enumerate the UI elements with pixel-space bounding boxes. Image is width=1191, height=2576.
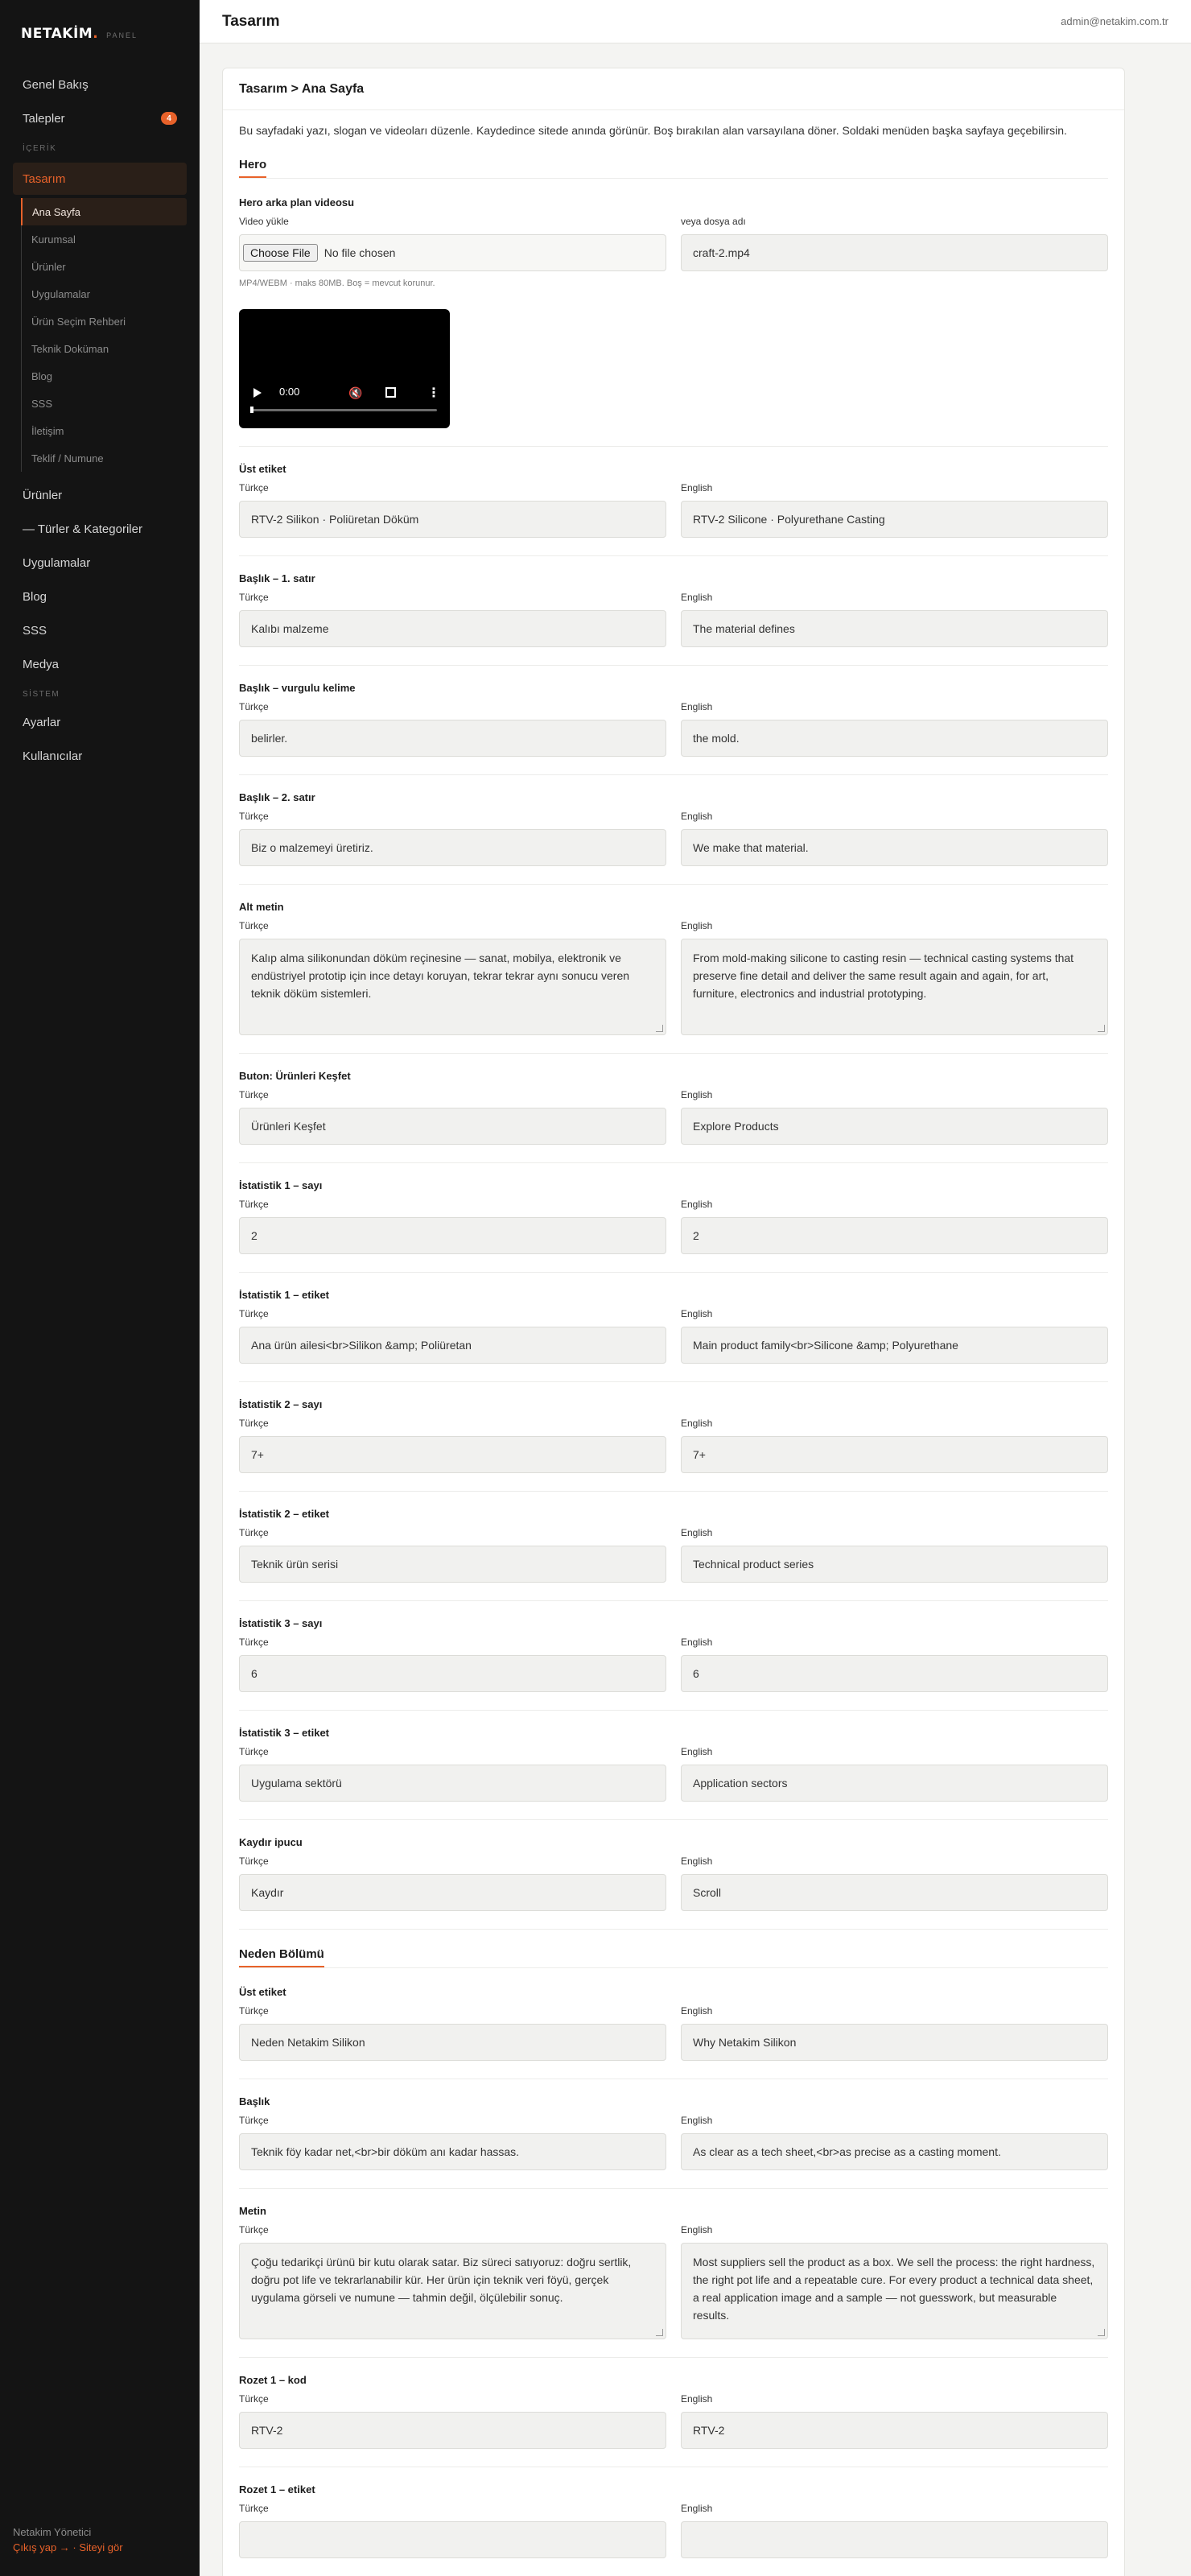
input-en[interactable] — [681, 1108, 1108, 1145]
field-group-title: Buton: Ürünleri Keşfet — [239, 1070, 351, 1082]
lang-label-en: English — [681, 1856, 713, 1867]
video-preview[interactable] — [239, 309, 450, 428]
field-value: Technical product series — [693, 1558, 814, 1571]
input-tr[interactable] — [239, 1874, 666, 1911]
field-group-title: Üst etiket — [239, 1986, 286, 1998]
lang-label-en: English — [681, 592, 713, 603]
sidebar-item-categories[interactable]: — Türler & Kategoriler — [23, 522, 142, 536]
lang-label-tr: Türkçe — [239, 2005, 269, 2017]
brand-logo[interactable] — [21, 26, 138, 42]
filename-input[interactable]: craft-2.mp4 — [681, 234, 1108, 271]
choose-file-button[interactable]: Choose File — [243, 244, 318, 262]
lang-label-tr: Türkçe — [239, 701, 269, 712]
sidebar-item-blog[interactable]: Blog — [23, 589, 47, 604]
field-group — [239, 2467, 1108, 2576]
sidebar-item-applications[interactable]: Uygulamalar — [23, 555, 91, 570]
textarea-tr[interactable] — [239, 2243, 666, 2339]
logout-link[interactable]: Çıkış yap → — [13, 2541, 70, 2553]
input-en[interactable] — [681, 2412, 1108, 2449]
lang-label-tr: Türkçe — [239, 2503, 269, 2514]
field-value: 2 — [693, 1229, 699, 1242]
sidebar-item-products[interactable]: Ürünler — [23, 488, 63, 502]
field-group — [239, 2079, 1108, 2189]
field-group-title: Üst etiket — [239, 463, 286, 475]
field-value: Biz o malzemeyi üretiriz. — [251, 841, 373, 854]
lang-label-tr: Türkçe — [239, 1418, 269, 1429]
lang-label-en: English — [681, 2393, 713, 2405]
field-group-title: Hero arka plan videosu — [239, 196, 355, 208]
lang-label-tr: Türkçe — [239, 811, 269, 822]
input-tr[interactable] — [239, 1546, 666, 1583]
lang-label-en: English — [681, 1089, 713, 1100]
hero-video-group — [239, 180, 1108, 447]
textarea-en[interactable] — [681, 939, 1108, 1035]
field-value: Main product family<br>Silicone &amp; Polyurethane — [693, 1339, 958, 1352]
lang-label-en: English — [681, 2115, 713, 2126]
video-file-input[interactable] — [239, 234, 666, 271]
why-fields — [239, 1970, 1108, 2576]
input-en[interactable] — [681, 829, 1108, 866]
input-tr[interactable] — [239, 1655, 666, 1692]
input-en[interactable] — [681, 1655, 1108, 1692]
brand-sub: PANEL — [106, 31, 138, 39]
field-group-title: Başlık — [239, 2095, 270, 2107]
field-value: Teknik föy kadar net,<br>bir döküm anı kadar hassas. — [251, 2145, 520, 2158]
field-value: As clear as a tech sheet,<br>as precise as a casting moment. — [693, 2145, 1001, 2158]
lang-label-en: English — [681, 482, 713, 493]
sidebar-item-requests[interactable] — [0, 101, 200, 135]
field-value: Ana ürün ailesi<br>Silikon &amp; Poliüretan — [251, 1339, 472, 1352]
subnav-item-products[interactable]: Ürünler — [31, 260, 66, 273]
input-tr[interactable] — [239, 610, 666, 647]
footer-links — [13, 2541, 123, 2553]
intro-text: Bu sayfadaki yazı, slogan ve videoları düzenle. Kaydedince sitede anında görünür. Boş bırakılan alan varsayılana döner. Soldaki menüden başka sayfaya geçebilirsin. — [239, 124, 1067, 137]
input-en[interactable] — [681, 1436, 1108, 1473]
field-group — [239, 1820, 1108, 1930]
subnav-item-selection-guide[interactable]: Ürün Seçim Rehberi — [31, 315, 126, 328]
field-value: Scroll — [693, 1886, 722, 1899]
lang-label-en: English — [681, 1418, 713, 1429]
field-group — [239, 2189, 1108, 2358]
field-value: The material defines — [693, 622, 795, 635]
video-time: 0:00 — [279, 386, 300, 398]
requests-count-badge: 4 — [161, 112, 177, 125]
lang-label-tr: Türkçe — [239, 482, 269, 493]
field-value: Teknik ürün serisi — [251, 1558, 339, 1571]
input-tr[interactable] — [239, 2024, 666, 2061]
field-value: Neden Netakim Silikon — [251, 2036, 365, 2049]
lang-label-en: English — [681, 811, 713, 822]
input-tr[interactable] — [239, 1765, 666, 1802]
input-tr[interactable] — [239, 1217, 666, 1254]
section-title-hero: Hero — [239, 158, 266, 178]
sidebar-item-label: Genel Bakış — [23, 77, 89, 92]
field-group-title: Rozet 1 – etiket — [239, 2483, 315, 2496]
lang-label-en: English — [681, 920, 713, 931]
field-value: 2 — [251, 1229, 258, 1242]
field-value: 7+ — [251, 1448, 264, 1461]
sidebar-item-media[interactable]: Medya — [23, 657, 60, 671]
field-group-title: İstatistik 1 – sayı — [239, 1179, 323, 1191]
input-en[interactable] — [681, 1874, 1108, 1911]
subnav-item-applications[interactable]: Uygulamalar — [31, 287, 90, 300]
lang-label-tr: Türkçe — [239, 2224, 269, 2235]
section-title-why: Neden Bölümü — [239, 1947, 324, 1967]
lang-label-en: English — [681, 701, 713, 712]
file-status: No file chosen — [324, 246, 396, 259]
input-tr[interactable] — [239, 720, 666, 757]
field-group — [239, 1273, 1108, 1382]
field-value: RTV-2 — [693, 2424, 725, 2437]
field-value: RTV-2 — [251, 2424, 283, 2437]
fullscreen-icon[interactable] — [385, 387, 396, 398]
lang-label-tr: Türkçe — [239, 1527, 269, 1538]
textarea-tr[interactable] — [239, 939, 666, 1035]
field-group-title: Başlık – 2. satır — [239, 791, 315, 803]
input-en[interactable] — [681, 2521, 1108, 2558]
sidebar — [0, 0, 200, 2576]
field-group — [239, 1970, 1108, 2079]
input-tr[interactable] — [239, 1327, 666, 1364]
subnav-item-blog[interactable]: Blog — [31, 369, 53, 382]
field-value: 6 — [693, 1667, 699, 1680]
lang-label-tr: Türkçe — [239, 1308, 269, 1319]
field-value: belirler. — [251, 732, 288, 745]
input-en[interactable] — [681, 2024, 1108, 2061]
lang-label-tr: Türkçe — [239, 1856, 269, 1867]
input-en[interactable] — [681, 610, 1108, 647]
field-group-title: Metin — [239, 2205, 266, 2217]
lang-label-en: English — [681, 1746, 713, 1757]
view-site-link[interactable]: · Siteyi gör — [72, 2541, 123, 2553]
field-value: Most suppliers sell the product as a box. We sell the process: the right hardness, the right pot life and a repeatable cure. For every product a technical data sheet, a real application image and a sample — not guesswork, but measurable results. — [693, 2256, 1095, 2322]
field-value: We make that material. — [693, 841, 809, 854]
field-value: From mold-making silicone to casting resin — technical casting systems that preserve fine detail and deliver the same result again and again, for art, furniture, electronics and industrial prototyping. — [693, 952, 1074, 1000]
lang-label-en: English — [681, 1199, 713, 1210]
card-title: Tasarım > Ana Sayfa — [223, 68, 1124, 110]
resize-handle-icon[interactable] — [656, 2329, 663, 2336]
field-group — [239, 447, 1108, 556]
sidebar-item-design[interactable]: Tasarım — [13, 163, 187, 195]
field-value: Ürünleri Keşfet — [251, 1120, 326, 1133]
field-group-title: İstatistik 2 – sayı — [239, 1398, 323, 1410]
input-tr[interactable] — [239, 829, 666, 866]
content-nav — [0, 478, 200, 773]
field-group — [239, 1054, 1108, 1163]
field-value: Application sectors — [693, 1777, 788, 1790]
field-group — [239, 1163, 1108, 1273]
input-en[interactable] — [681, 1546, 1108, 1583]
card-body — [223, 110, 1124, 2576]
input-tr[interactable] — [239, 2412, 666, 2449]
subnav-item-contact[interactable]: İletişim — [31, 424, 64, 437]
input-en[interactable] — [681, 1217, 1108, 1254]
video-progress-knob[interactable] — [250, 407, 253, 413]
mute-icon[interactable]: 🔇 — [348, 386, 363, 399]
field-group-title: İstatistik 3 – sayı — [239, 1617, 323, 1629]
field-value: Why Netakim Silikon — [693, 2036, 797, 2049]
field-group — [239, 1711, 1108, 1820]
lang-label-tr: Türkçe — [239, 2115, 269, 2126]
lang-label-en: English — [681, 2005, 713, 2017]
main-nav — [0, 68, 200, 773]
user-email[interactable]: admin@netakim.com.tr — [1061, 15, 1168, 27]
sidebar-item-label: Talepler — [23, 111, 65, 126]
design-subnav — [21, 198, 200, 472]
lang-label-en: English — [681, 1637, 713, 1648]
nav-section-content: İÇERİK — [23, 143, 57, 153]
field-group-title: Kaydır ipucu — [239, 1836, 303, 1848]
hero-fields — [239, 447, 1108, 1930]
current-user-name: Netakim Yönetici — [13, 2526, 92, 2538]
resize-handle-icon[interactable] — [656, 1025, 663, 1032]
field-value: Kalıp alma silikonundan döküm reçinesine — sanat, mobilya, elektronik ve endüstriyel prototip için ince detayı koruyan, tekrar tekrar aynı sonucu veren teknik döküm sistemleri. — [251, 952, 630, 1000]
page-title: Tasarım — [222, 13, 280, 30]
subnav-item-corporate[interactable]: Kurumsal — [31, 233, 76, 246]
field-value: the mold. — [693, 732, 740, 745]
field-group-title: İstatistik 1 – etiket — [239, 1289, 329, 1301]
nav-section-system: SİSTEM — [23, 689, 60, 699]
lang-label-tr: Türkçe — [239, 1199, 269, 1210]
input-en[interactable] — [681, 1327, 1108, 1364]
play-icon[interactable] — [253, 388, 262, 398]
field-group — [239, 1492, 1108, 1601]
field-group-title: İstatistik 3 – etiket — [239, 1727, 329, 1739]
brand-name: NETAKİM. — [21, 26, 99, 42]
field-value: Explore Products — [693, 1120, 779, 1133]
input-tr[interactable] — [239, 2133, 666, 2170]
field-group — [239, 666, 1108, 775]
field-group — [239, 2358, 1108, 2467]
upload-hint: MP4/WEBM · maks 80MB. Boş = mevcut korunur. — [239, 279, 435, 288]
lang-label-en: English — [681, 1308, 713, 1319]
lang-label-tr: Türkçe — [239, 1637, 269, 1648]
video-progress-bar[interactable] — [252, 409, 437, 411]
input-en[interactable] — [681, 501, 1108, 538]
filename-label: veya dosya adı — [681, 216, 746, 227]
field-group-title: Alt metin — [239, 901, 284, 913]
field-value: 7+ — [693, 1448, 706, 1461]
editor-card — [222, 68, 1125, 2576]
resize-handle-icon[interactable] — [1098, 1025, 1105, 1032]
input-tr[interactable] — [239, 1436, 666, 1473]
input-tr[interactable] — [239, 501, 666, 538]
field-value: RTV-2 Silikon · Poliüretan Döküm — [251, 513, 419, 526]
lang-label-tr: Türkçe — [239, 1089, 269, 1100]
field-group — [239, 885, 1108, 1054]
topbar — [200, 0, 1191, 43]
field-group-title: Başlık – 1. satır — [239, 572, 315, 584]
field-group — [239, 775, 1108, 885]
input-tr[interactable] — [239, 1108, 666, 1145]
field-value: RTV-2 Silicone · Polyurethane Casting — [693, 513, 885, 526]
subnav-item-home[interactable]: Ana Sayfa — [21, 198, 187, 225]
input-en[interactable] — [681, 2133, 1108, 2170]
sidebar-footer — [13, 2526, 123, 2553]
sidebar-item-settings[interactable]: Ayarlar — [23, 715, 61, 729]
field-group — [239, 1382, 1108, 1492]
lang-label-tr: Türkçe — [239, 1746, 269, 1757]
textarea-en[interactable] — [681, 2243, 1108, 2339]
sidebar-item-overview[interactable] — [0, 68, 200, 101]
subnav-item-faq[interactable]: SSS — [31, 397, 53, 410]
field-group-title: Rozet 1 – kod — [239, 2374, 307, 2386]
resize-handle-icon[interactable] — [1098, 2329, 1105, 2336]
lang-label-tr: Türkçe — [239, 592, 269, 603]
field-group — [239, 556, 1108, 666]
field-value: Çoğu tedarikçi ürünü bir kutu olarak satar. Biz süreci satıyoruz: doğru sertlik, doğru pot life ve tekrarlanabilir kür. Her ürün için teknik veri föyü, gerçek uygulama görseli ve numune — tahmin değil, ölçülebilir sonuç. — [251, 2256, 632, 2304]
lang-label-tr: Türkçe — [239, 2393, 269, 2405]
field-value: Kalıbı malzeme — [251, 622, 329, 635]
lang-label-en: English — [681, 1527, 713, 1538]
input-en[interactable] — [681, 1765, 1108, 1802]
lang-label-en: English — [681, 2503, 713, 2514]
subnav-item-tech-docs[interactable]: Teknik Doküman — [31, 342, 109, 355]
lang-label-tr: Türkçe — [239, 920, 269, 931]
input-en[interactable] — [681, 720, 1108, 757]
subnav-item-quote[interactable]: Teklif / Numune — [31, 452, 104, 464]
lang-label-en: English — [681, 2224, 713, 2235]
field-group-title: İstatistik 2 – etiket — [239, 1508, 329, 1520]
upload-label: Video yükle — [239, 216, 289, 227]
field-value: 6 — [251, 1667, 258, 1680]
input-tr[interactable] — [239, 2521, 666, 2558]
field-value: Uygulama sektörü — [251, 1777, 342, 1790]
field-group — [239, 1601, 1108, 1711]
sidebar-item-faq[interactable]: SSS — [23, 623, 47, 638]
field-value: Kaydır — [251, 1886, 284, 1899]
sidebar-item-users[interactable]: Kullanıcılar — [23, 749, 83, 763]
field-group-title: Başlık – vurgulu kelime — [239, 682, 356, 694]
more-options-icon[interactable]: ⋮ — [427, 386, 440, 400]
